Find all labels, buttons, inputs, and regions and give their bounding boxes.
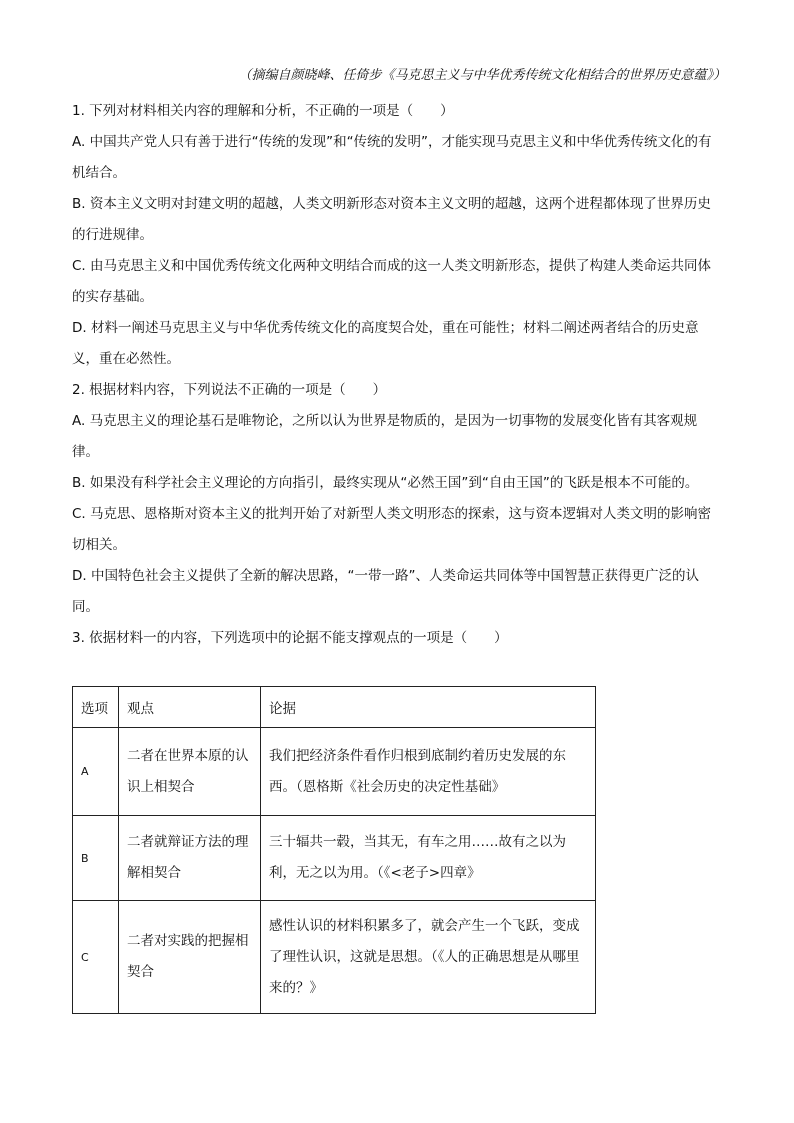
option-text: A. 中国共产党人只有善于进行“传统的发现”和“传统的发明”，才能实现马克思主义和中华优秀传统文化的有机结合。	[72, 134, 712, 181]
option-text: C. 由马克思主义和中国优秀传统文化两种文明结合而成的这一人类文明新形态，提供了构建人类命运共同体的实存基础。	[72, 258, 712, 305]
argument-cell: 三十辐共一毂，当其无，有车之用……故有之以为利，无之以为用。（《<老子>四章》	[261, 816, 596, 901]
argument-table	[72, 686, 596, 1014]
option-cell: B	[73, 816, 119, 901]
argument-cell: 我们把经济条件看作归根到底制约着历史发展的东西。（恩格斯《社会历史的决定性基础》	[261, 728, 596, 816]
table-header-row	[73, 687, 596, 728]
question-stem: 1. 下列对材料相关内容的理解和分析，不正确的一项是（ ）	[72, 103, 454, 119]
table-row	[73, 728, 596, 816]
option-text: A. 马克思主义的理论基石是唯物论，之所以认为世界是物质的，是因为一切事物的发展变化皆有其客观规律。	[72, 413, 698, 460]
option-text: B. 如果没有科学社会主义理论的方向指引，最终实现从“必然王国”到“自由王国”的飞跃是根本不可能的。	[72, 475, 699, 491]
source-citation: （摘编自颜晓峰、任倚步《马克思主义与中华优秀传统文化相结合的世界历史意蕴》）	[238, 68, 726, 83]
table-row	[73, 901, 596, 1014]
option-cell: A	[73, 728, 119, 816]
option-text: B. 资本主义文明对封建文明的超越，人类文明新形态对资本主义文明的超越，这两个进程都体现了世界历史的行进规律。	[72, 196, 711, 243]
argument-cell: 感性认识的材料积累多了，就会产生一个飞跃，变成了理性认识，这就是思想。（《人的正确思想是从哪里来的？》	[261, 901, 596, 1014]
question-stem: 2. 根据材料内容，下列说法不正确的一项是（ ）	[72, 382, 387, 398]
view-cell: 二者在世界本原的认识上相契合	[119, 728, 261, 816]
table-header-cell: 选项	[73, 687, 119, 728]
option-text: D. 中国特色社会主义提供了全新的解决思路，“一带一路”、人类命运共同体等中国智慧正获得更广泛的认同。	[72, 568, 699, 615]
table-header-cell: 观点	[119, 687, 261, 728]
view-cell: 二者就辩证方法的理解相契合	[119, 816, 261, 901]
option-text: D. 材料一阐述马克思主义与中华优秀传统文化的高度契合处，重在可能性；材料二阐述两者结合的历史意义，重在必然性。	[72, 320, 699, 367]
table-header-cell: 论据	[261, 687, 596, 728]
option-cell: C	[73, 901, 119, 1014]
table-row	[73, 816, 596, 901]
option-text: C. 马克思、恩格斯对资本主义的批判开始了对新型人类文明形态的探索，这与资本逻辑对人类文明的影响密切相关。	[72, 506, 712, 553]
question-stem: 3. 依据材料一的内容，下列选项中的论据不能支撑观点的一项是（ ）	[72, 630, 508, 646]
view-cell: 二者对实践的把握相契合	[119, 901, 261, 1014]
question-list	[72, 96, 722, 654]
